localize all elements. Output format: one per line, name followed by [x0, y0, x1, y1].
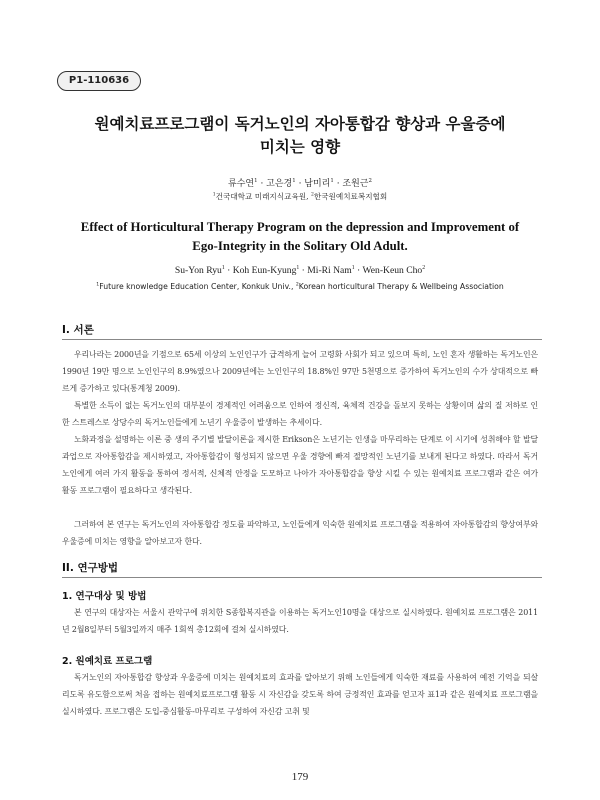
affiliation-marker: 2 — [422, 264, 426, 271]
author-separator: · — [295, 179, 305, 189]
author-name: 남미리 — [304, 179, 331, 189]
author-name: Wen-Keun Cho — [362, 265, 423, 276]
affiliation-marker: 1 — [292, 178, 296, 184]
author-separator: · — [354, 265, 363, 276]
program-paragraph: 독거노인의 자아통합감 향상과 우울증에 미치는 원예치료의 효과를 알아보기 위해 노인들에게 익숙한 재료를 사용하여 예전 기억을 되살리도록 유도함으로써 처음 접하는 원예치료프로그램 활동 시 자신감을 갖도록 하여 긍정적인 효과를 얻고자 표1과 같은 원예치료 프로그램을 실시하였다. 프로그램은 도입-중심활동-마무리로 구성하여 자신감 고취 및 — [62, 673, 538, 716]
affiliation-marker: 1 — [330, 178, 334, 184]
introduction-paragraph-4: 그러하여 본 연구는 독거노인의 자아통합감 정도를 파악하고, 노인들에게 익숙한 원예치료 프로그램을 적용하여 자아통합감의 향상여부와 우울증에 미치는 영향을 알아보고자 한다. — [62, 520, 538, 546]
affiliation-marker: 2 — [295, 282, 299, 288]
author-name: Koh Eun-Kyung — [232, 265, 297, 276]
affiliation-marker: 1 — [96, 282, 100, 288]
english-author-list — [0, 265, 600, 276]
section-heading-methods: II. 연구방법 — [62, 560, 542, 578]
affiliation-marker: 2 — [310, 192, 314, 198]
author-name: 조원근 — [342, 179, 369, 189]
page-number: 179 — [291, 771, 309, 783]
korean-author-list — [0, 176, 600, 189]
korean-title-line-1: 원예치료프로그램이 독거노인의 자아통합감 향상과 우울증에 — [94, 115, 506, 133]
subsection-heading-program: 2. 원예치료 프로그램 — [62, 656, 153, 667]
english-affiliations — [0, 282, 600, 291]
author-separator: · — [257, 179, 267, 189]
author-name: Su-Yon Ryu — [174, 265, 222, 276]
introduction-paragraph-3: 노화과정을 설명하는 이론 중 생의 주기별 발달이론을 제시한 Erikson은 노년기는 인생을 마무리하는 단계로 이 시기에 성취해야 할 발달과업으로 자아통합감을 제시하였고, 자아통합감이 형성되지 않으면 우울 경향에 빠져 절망적인 노년기를 보내게 된다고 하였다. 따라서 독거노인에게 여러 가지 활동을 통하여 정서적, 신체적 안정을 도모하고 나아가 자아통합감을 향상 시킬 수 있는 원예치료 프로그램과 같은 여가 활동 프로그램이 필요하다고 생각된다. — [62, 435, 538, 495]
english-title-line-1: Effect of Horticultural Therapy Program on the depression and Improvement of — [80, 220, 520, 234]
korean-title-line-2: 미치는 영향 — [259, 138, 341, 156]
affiliation-text: Korean horticultural Therapy & Wellbeing Association — [298, 282, 504, 291]
affiliation-marker: 1 — [296, 264, 300, 271]
affiliation-marker: 1 — [254, 178, 258, 184]
author-name: Mi-Ri Nam — [307, 265, 352, 276]
affiliation-marker: 1 — [351, 264, 355, 271]
affiliation-marker: 1 — [221, 264, 225, 271]
affiliation-text: 건국대학교 미래지식교육원, — [215, 192, 311, 201]
subjects-paragraph: 본 연구의 대상자는 서울시 관악구에 위치한 S종합복지관을 이용하는 독거노인10명을 대상으로 실시하였다. 원예치료 프로그램은 2011년 2월8일부터 5월3일까지 매주 1회씩 총12회에 걸쳐 실시하였다. — [62, 608, 538, 634]
author-separator: · — [224, 265, 233, 276]
author-separator: · — [299, 265, 308, 276]
section-heading-introduction: I. 서론 — [62, 322, 542, 340]
subsection-heading-subjects: 1. 연구대상 및 방법 — [62, 591, 147, 602]
affiliation-text: Future knowledge Education Center, Konkuk Univ., — [99, 282, 296, 291]
paper-code-badge: P1-110636 — [57, 71, 141, 91]
introduction-paragraph-2: 특별한 소득이 없는 독거노인의 대부분이 경제적인 어려움으로 인하여 정신적, 육체적 건강을 돌보지 못하는 상황이며 삶의 질 저하로 인한 스트레스로 상당수의 독거노인들에게 노년기 우울증이 발생하는 추세이다. — [62, 401, 538, 427]
korean-affiliations — [0, 191, 600, 202]
affiliation-marker: 2 — [368, 178, 372, 184]
affiliation-text: 한국원예치료복지협회 — [313, 192, 388, 201]
english-title-line-2: Ego-Integrity in the Solitary Old Adult. — [192, 239, 408, 253]
author-separator: · — [333, 179, 343, 189]
introduction-paragraph-1: 우리나라는 2000년을 기점으로 65세 이상의 노인인구가 급격하게 늘어 고령화 사회가 되고 있으며 특히, 노인 혼자 생활하는 독거노인은 1990년 19만 명으로 노인인구의 8.9%였으나 2009년에는 노인인구의 18.8%인 97만 5천명으로 증가하여 독거노인의 수가 상대적으로 빠르게 증가하고 있다(통계청 2009). — [62, 350, 538, 393]
affiliation-marker: 1 — [212, 192, 216, 198]
author-name: 류수연 — [228, 179, 255, 189]
author-name: 고은경 — [266, 179, 293, 189]
